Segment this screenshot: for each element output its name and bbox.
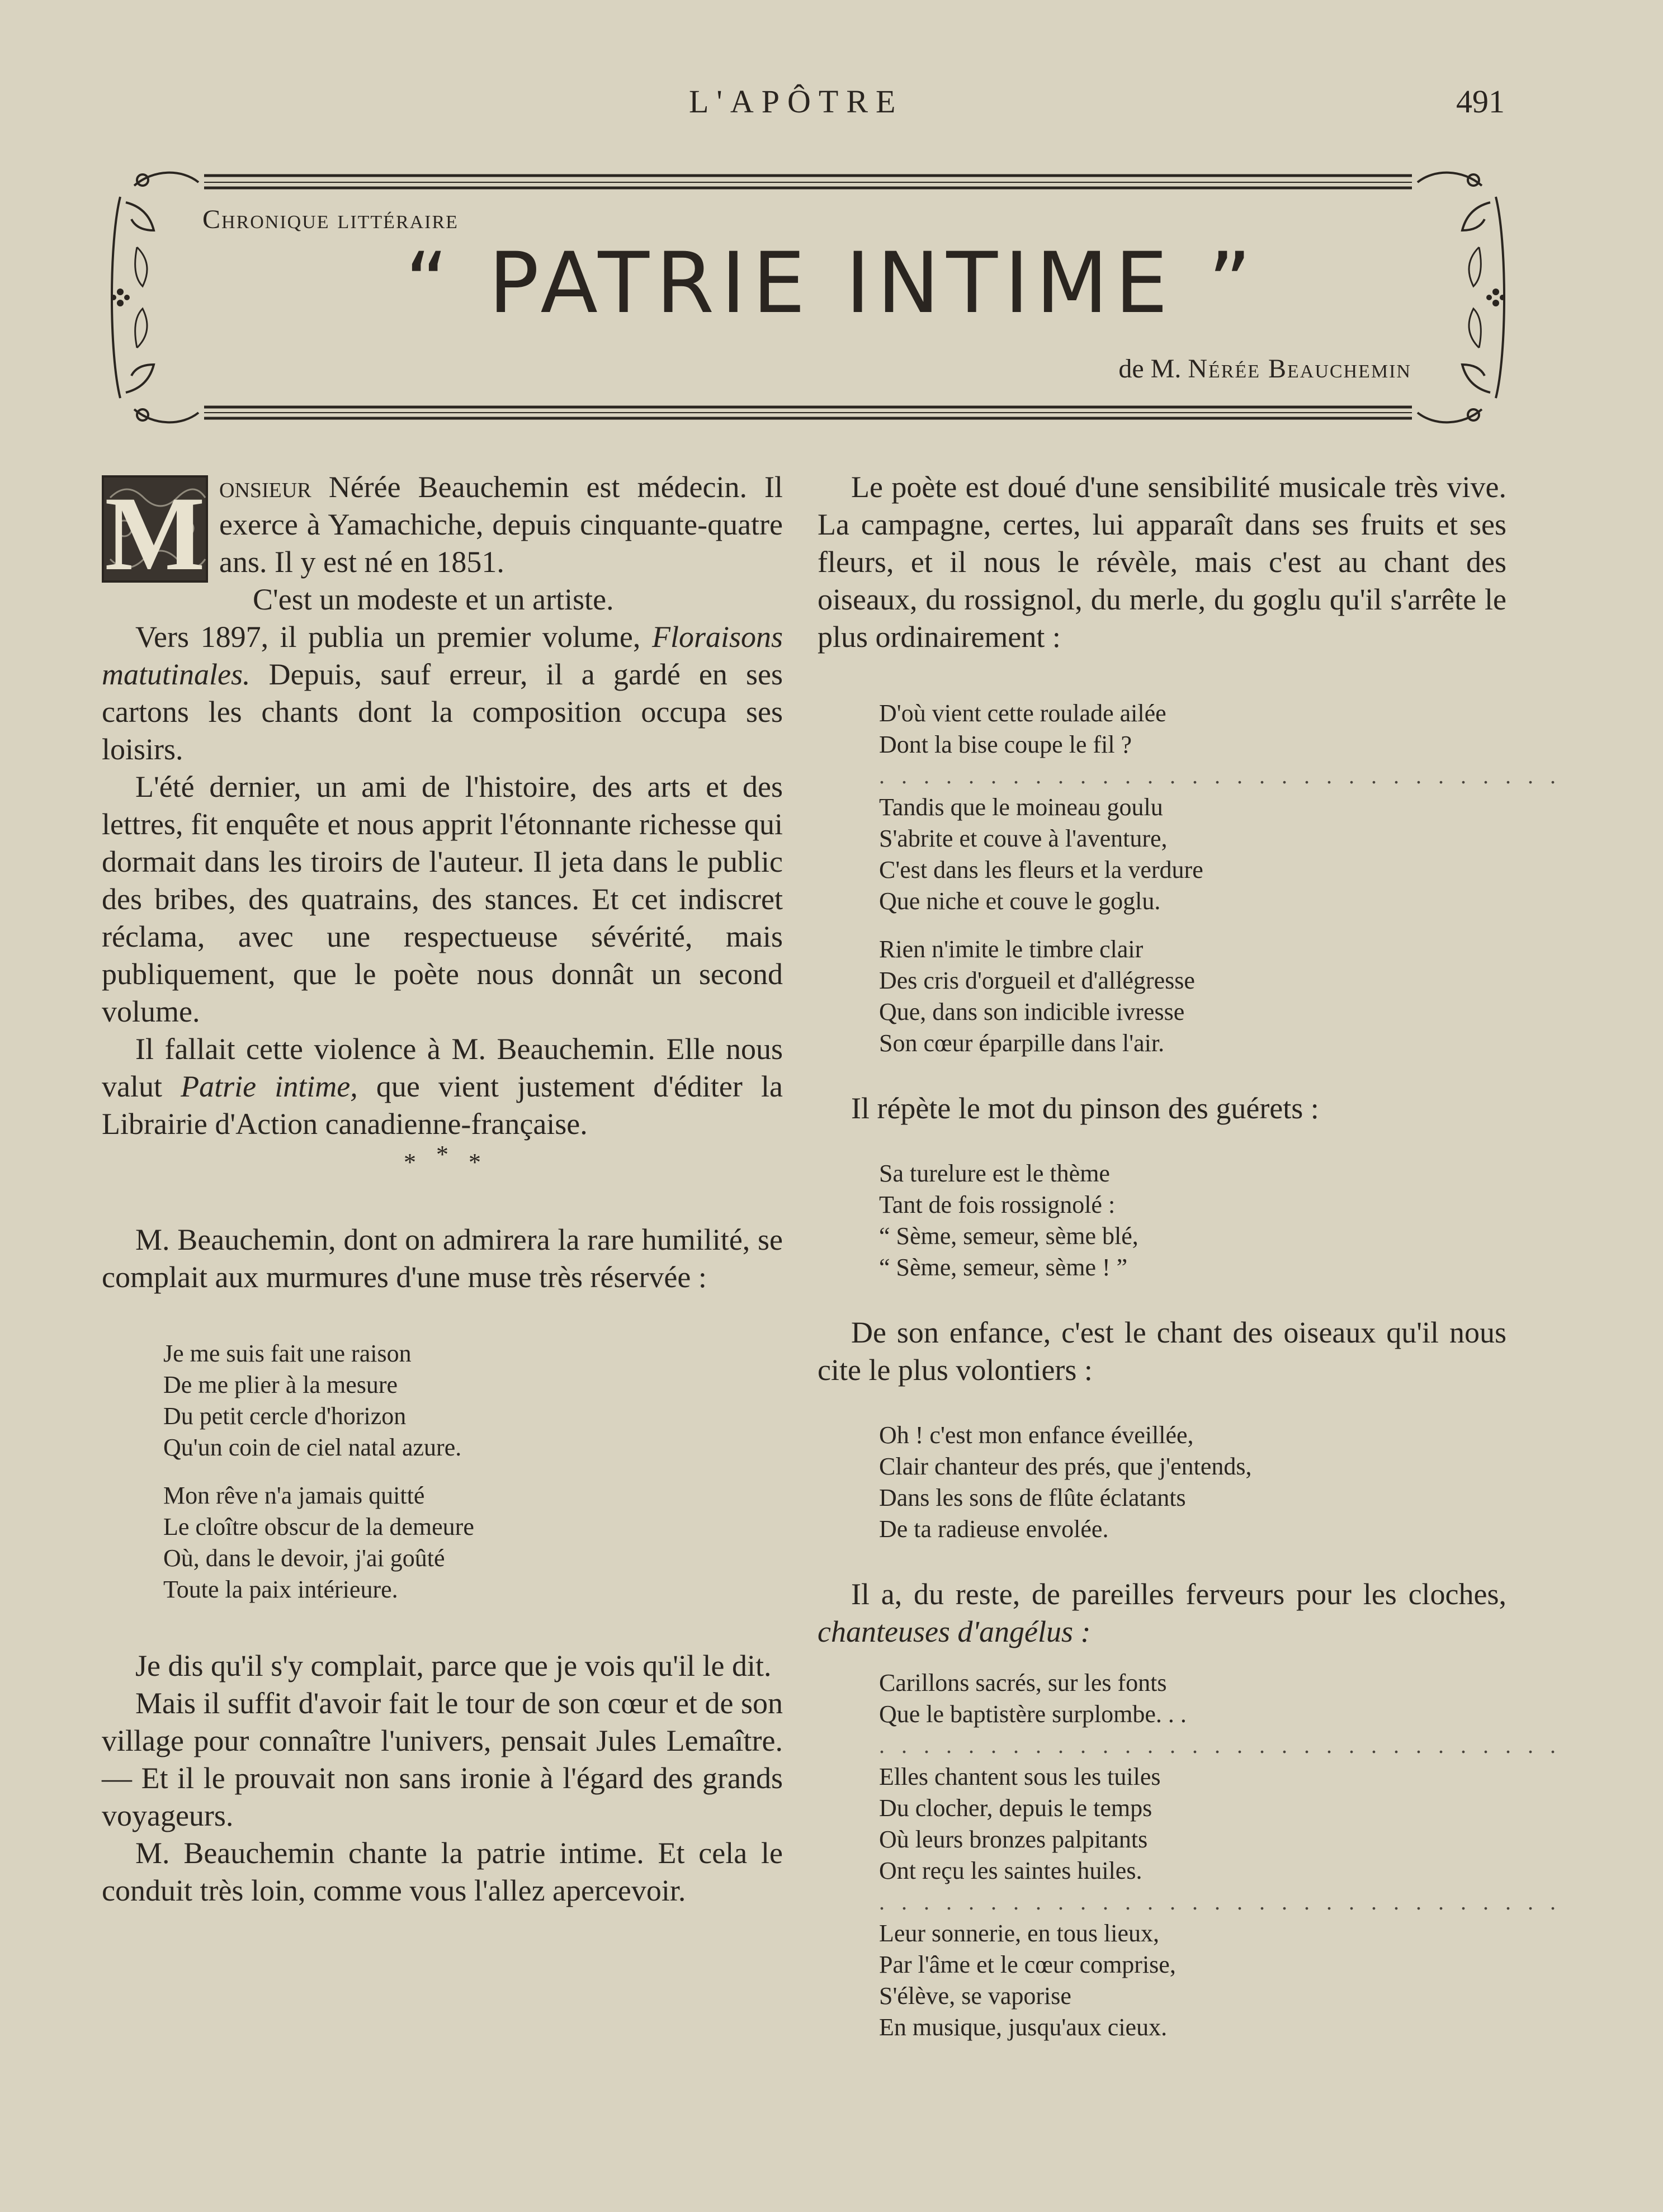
paragraph-text: que vient justement d'éditer la Librairie d'Action canadienne-française. [102, 1070, 783, 1141]
verse-line: Je me suis fait une raison [163, 1340, 412, 1367]
italic-phrase: chanteuses d'angélus : [818, 1615, 1091, 1648]
verse-line: D'où vient cette roulade ailée [879, 699, 1166, 727]
journal-title: L'APÔTRE [689, 83, 904, 120]
verse-line: Du clocher, depuis le temps [879, 1794, 1152, 1822]
paragraph-text: Nérée Beauchemin est médecin. Il exerce à Yamachiche, depuis cinquante-quatre ans. Il y est né en 1851. [219, 470, 783, 579]
ellipsis-dots: . . . . . . . . . . . . . . . . . . . . . . . . . . . . . . . [879, 763, 1561, 788]
page-number: 491 [1456, 83, 1505, 120]
verse-line: C'est dans les fleurs et la verdure [879, 856, 1203, 883]
verse-line: Carillons sacrés, sur les fonts [879, 1669, 1167, 1696]
section-label: Chronique littéraire [202, 205, 459, 234]
poem-stanza [102, 1480, 783, 1605]
poem-stanza [818, 1918, 1506, 2043]
paragraph-text: Vers 1897, il publia un premier volume, [135, 620, 652, 654]
article-title: “ PATRIE INTIME ” [405, 235, 1258, 332]
svg-text:M: M [105, 475, 205, 583]
first-word: onsieur [219, 470, 311, 504]
verse-line: Le cloître obscur de la demeure [163, 1513, 474, 1540]
verse-line: Qu'un coin de ciel natal azure. [163, 1434, 462, 1461]
verse-line: De me plier à la mesure [163, 1371, 398, 1398]
verse-line: “ Sème, semeur, sème ! ” [879, 1254, 1128, 1281]
asterisk: * [469, 1148, 481, 1176]
verse-line: Du petit cercle d'horizon [163, 1402, 407, 1430]
asterisk: * [404, 1148, 416, 1176]
paragraph: Il répète le mot du pinson des guérets : [851, 1091, 1319, 1125]
verse-line: Clair chanteur des prés, que j'entends, [879, 1453, 1252, 1480]
asterisk: * [436, 1141, 448, 1168]
paragraph: M. Beauchemin, dont on admirera la rare humilité, se complait aux murmures d'une muse très réservée : [102, 1223, 783, 1294]
verse-line: De ta radieuse envolée. [879, 1515, 1109, 1543]
verse-line: Dans les sons de flûte éclatants [879, 1484, 1186, 1511]
poem-stanza [102, 1338, 783, 1463]
paragraph: L'été dernier, un ami de l'histoire, des arts et des lettres, fit enquête et nous apprit l'étonnante richesse qui dormait dans les tiroirs de l'auteur. Il jeta dans le public des bribes, des quatrains, des stances. Et cet indiscret réclama, avec une respectueuse sévérité, mais publiquement, que le poète nous donnât un second volume. [102, 770, 783, 1028]
paragraph [102, 1031, 783, 1143]
poem-stanza [818, 1420, 1506, 1545]
verse-line: Ont reçu les saintes huiles. [879, 1857, 1142, 1884]
asterism [102, 1143, 783, 1204]
verse-line: Où leurs bronzes palpitants [879, 1826, 1148, 1853]
paragraph: Je dis qu'il s'y complait, parce que je vois qu'il le dit. [135, 1649, 772, 1682]
verse-line: Des cris d'orgueil et d'allégresse [879, 967, 1195, 994]
paragraph: C'est un modeste et un artiste. [253, 583, 614, 616]
paragraph-text: Il a, du reste, de pareilles ferveurs pour les cloches, [851, 1577, 1506, 1611]
paragraph: M. Beauchemin chante la patrie intime. Et cela le conduit très loin, comme vous l'allez apercevoir. [102, 1836, 783, 1907]
verse-line: Sa turelure est le thème [879, 1160, 1110, 1187]
verse-line: Que le baptistère surplombe. . . [879, 1700, 1187, 1728]
verse-line: S'abrite et couve à l'aventure, [879, 825, 1168, 852]
verse-line: En musique, jusqu'aux cieux. [879, 2014, 1168, 2041]
verse-line: Par l'âme et le cœur comprise, [879, 1951, 1176, 1978]
verse-line: Tandis que le moineau goulu [879, 793, 1163, 821]
verse-line: Que niche et couve le goglu. [879, 887, 1161, 915]
poem-stanza [818, 1667, 1506, 1730]
verse-line: Oh ! c'est mon enfance éveillée, [879, 1421, 1194, 1449]
poem-stanza [818, 1158, 1506, 1283]
verse-line: Tant de fois rossignolé : [879, 1191, 1116, 1218]
verse-line: Dont la bise coupe le fil ? [879, 731, 1132, 758]
paragraph [818, 1576, 1506, 1651]
paragraph [102, 618, 783, 768]
book-title: Floraisons matutinales. [102, 620, 783, 691]
verse-line: Toute la paix intérieure. [163, 1576, 398, 1603]
byline-prefix: de M. [1118, 354, 1188, 384]
paragraph [102, 469, 783, 581]
book-title: Patrie intime, [181, 1070, 358, 1103]
author-name: Nérée Beauchemin [1188, 354, 1411, 384]
poem-stanza [818, 934, 1506, 1059]
paragraph-text: Il fallait cette violence à M. Beauchemin. Elle nous valut [102, 1032, 783, 1103]
verse-line: Son cœur éparpille dans l'air. [879, 1029, 1165, 1057]
verse-line: Mon rêve n'a jamais quitté [163, 1482, 425, 1509]
ellipsis-dots: . . . . . . . . . . . . . . . . . . . . . . . . . . . . . . . [879, 1733, 1561, 1758]
paragraph: De son enfance, c'est le chant des oiseaux qu'il nous cite le plus volontiers : [818, 1316, 1506, 1387]
verse-line: Où, dans le devoir, j'ai goûté [163, 1544, 445, 1572]
poem-stanza [818, 792, 1506, 917]
poem-stanza [818, 698, 1506, 760]
verse-line: Rien n'imite le timbre clair [879, 935, 1144, 963]
paragraph: Mais il suffit d'avoir fait le tour de son cœur et de son village pour connaître l'univers, pensait Jules Lemaître.— Et il le prouvait non sans ironie à l'égard des grands voyageurs. [102, 1686, 783, 1832]
dropcap-m-icon [102, 475, 208, 583]
verse-line: S'élève, se vaporise [879, 1982, 1071, 2010]
paragraph-text: Depuis, sauf erreur, il a gardé en ses cartons les chants dont la composition occupa ses loisirs. [102, 658, 783, 766]
right-column [818, 469, 1561, 2043]
verse-line: Elles chantent sous les tuiles [879, 1763, 1161, 1790]
poem-stanza [818, 1761, 1506, 1887]
left-column [102, 469, 783, 1909]
verse-line: “ Sème, semeur, sème blé, [879, 1222, 1138, 1250]
running-head [0, 83, 1663, 127]
verse-line: Que, dans son indicible ivresse [879, 998, 1185, 1025]
ellipsis-dots: . . . . . . . . . . . . . . . . . . . . . . . . . . . . . . . [879, 1889, 1561, 1915]
paragraph: Le poète est doué d'une sensibilité musicale très vive. La campagne, certes, lui apparaît dans ses fruits et ses fleurs, et il nous le révèle, mais c'est au chant des oiseaux, du rossignol, du merle, du goglu qu'il s'arrête le plus ordinairement : [818, 470, 1506, 654]
verse-line: Leur sonnerie, en tous lieux, [879, 1920, 1159, 1947]
byline [1118, 353, 1411, 384]
